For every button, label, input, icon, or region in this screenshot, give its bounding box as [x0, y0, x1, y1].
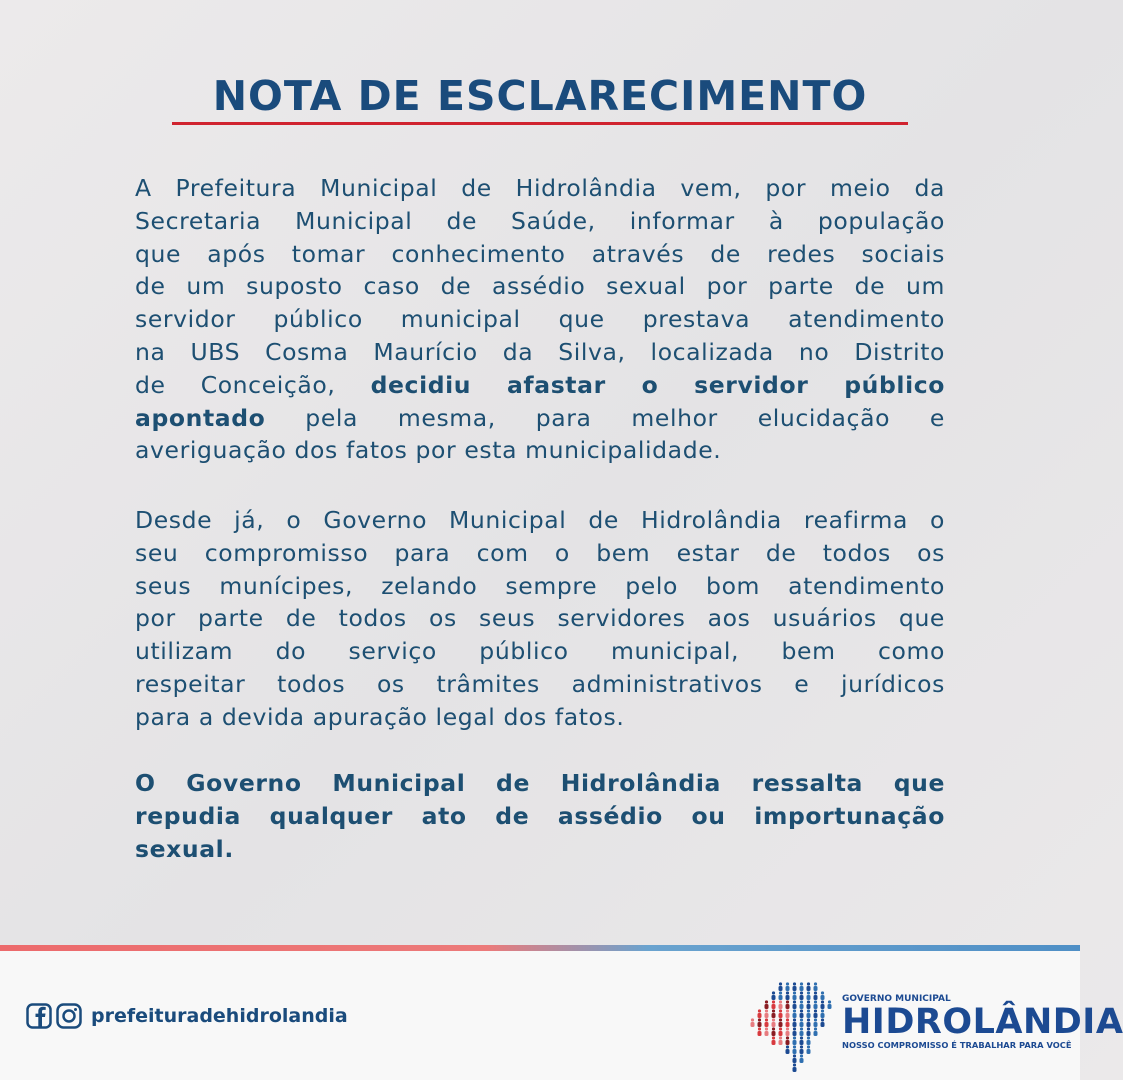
bold-text: sexual.	[135, 834, 234, 863]
social-handle[interactable]	[26, 1003, 348, 1029]
text-line	[135, 172, 945, 205]
text-line	[135, 668, 945, 701]
text-segment: de um suposto caso de assédio sexual por parte de um	[135, 272, 945, 301]
text-segment: averiguação dos fatos por esta municipalidade.	[135, 436, 722, 465]
text-segment: Secretaria Municipal de Saúde, informar à população	[135, 206, 945, 235]
text-line	[135, 602, 945, 635]
text-segment: respeitar todos os trâmites administrativos e jurídicos	[135, 669, 945, 698]
text-line	[135, 800, 945, 833]
text-line	[135, 767, 945, 800]
text-segment: por parte de todos os seus servidores aos usuários que	[135, 604, 945, 633]
bold-text: decidiu afastar o servidor público	[370, 370, 945, 399]
text-segment: de Conceição,	[135, 370, 371, 399]
text-line	[135, 434, 945, 467]
text-line	[135, 570, 945, 603]
instagram-icon	[56, 1003, 82, 1029]
text-line	[135, 635, 945, 668]
text-line	[135, 238, 945, 271]
text-segment: seus munícipes, zelando sempre pelo bom atendimento	[135, 571, 945, 600]
text-line	[135, 504, 945, 537]
map-people-logo-icon	[748, 972, 836, 1072]
page-title: NOTA DE ESCLARECIMENTO	[212, 72, 868, 120]
text-line	[135, 303, 945, 336]
text-line	[135, 270, 945, 303]
municipal-logo	[748, 972, 1123, 1072]
text-segment: utilizam do serviço público municipal, bem como	[135, 637, 945, 666]
title-underline	[172, 122, 908, 125]
logo-line-2: HIDROLÂNDIA	[842, 1001, 1123, 1042]
paragraph-2	[135, 504, 945, 734]
paragraph-1	[135, 172, 945, 467]
text-segment: A Prefeitura Municipal de Hidrolândia vem, por meio da	[135, 174, 945, 202]
bold-text: apontado	[135, 403, 266, 432]
text-segment: seu compromisso para com o bem estar de todos os	[135, 538, 945, 567]
text-segment: que após tomar conhecimento através de redes sociais	[135, 239, 945, 268]
facebook-icon	[26, 1003, 52, 1029]
text-line	[135, 402, 945, 435]
text-segment: Desde já, o Governo Municipal de Hidrolândia reafirma o	[135, 506, 945, 534]
text-segment: na UBS Cosma Maurício da Silva, localizada no Distrito	[135, 337, 945, 366]
text-line	[135, 701, 945, 734]
paragraph-3	[135, 767, 945, 865]
text-segment: pela mesma, para melhor elucidação e	[265, 403, 945, 432]
logo-line-3: NOSSO COMPROMISSO É TRABALHAR PARA VOCÊ	[842, 1039, 1072, 1050]
text-line	[135, 537, 945, 570]
text-segment: servidor público municipal que prestava atendimento	[135, 305, 945, 334]
logo-line-1: GOVERNO MUNICIPAL	[842, 993, 951, 1004]
text-line	[135, 205, 945, 238]
text-line	[135, 336, 945, 369]
bold-text: repudia qualquer ato de assédio ou importunação	[135, 801, 945, 830]
text-line	[135, 369, 945, 402]
text-line	[135, 833, 945, 866]
text-segment: para a devida apuração legal dos fatos.	[135, 702, 625, 731]
social-handle-text: prefeituradehidrolandia	[91, 1005, 348, 1027]
bold-text: O Governo Municipal de Hidrolândia ressalta que	[135, 769, 945, 797]
